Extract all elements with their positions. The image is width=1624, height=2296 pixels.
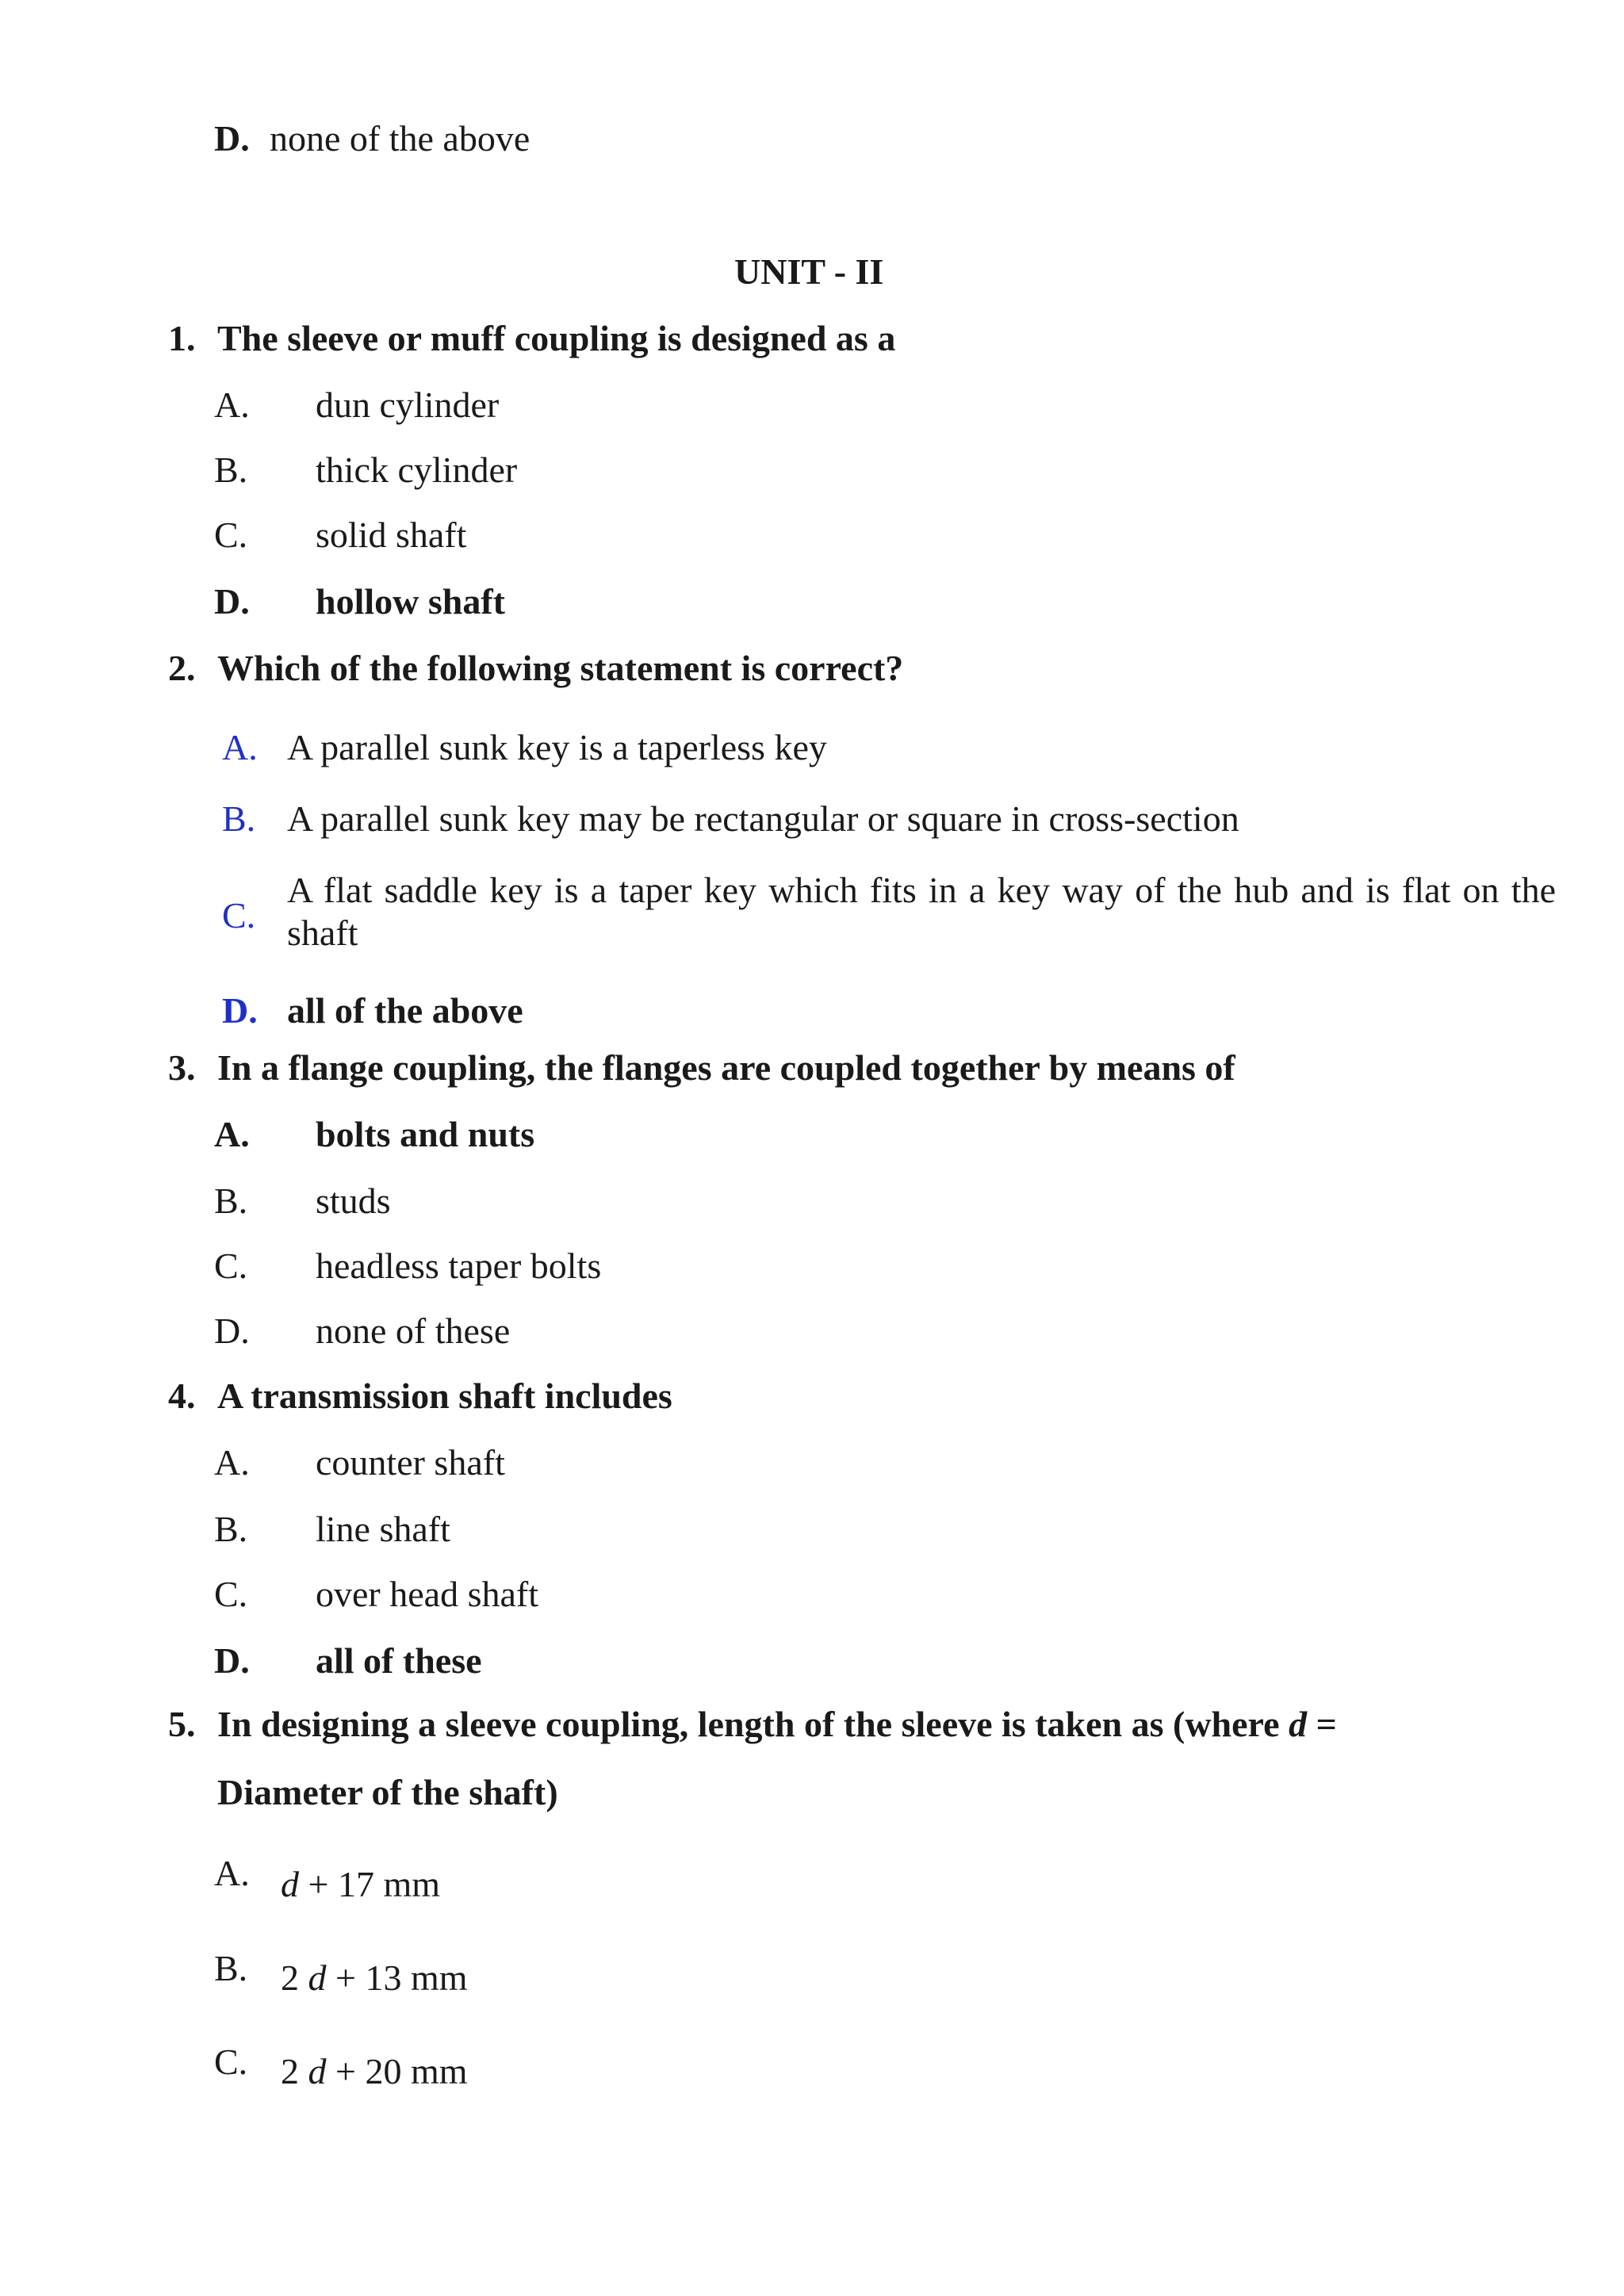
variable-d: d bbox=[281, 1864, 299, 1904]
coefficient: 2 bbox=[281, 2051, 299, 2091]
option-letter-correct: D. bbox=[214, 1640, 250, 1681]
option-text: A parallel sunk key is a taperless key bbox=[287, 727, 827, 767]
question-text bbox=[217, 1706, 1337, 1743]
coefficient: 2 bbox=[281, 1957, 299, 1998]
option-letter: C. bbox=[214, 1574, 248, 1614]
option-letter: D. bbox=[214, 1311, 250, 1351]
option-text: + 20 mm bbox=[335, 2051, 468, 2091]
option-letter: C. bbox=[214, 1246, 248, 1286]
question-text: Which of the following statement is correct? bbox=[217, 648, 904, 688]
option-letter: B. bbox=[214, 1509, 248, 1549]
option-text: over head shaft bbox=[316, 1574, 538, 1614]
question-text: The sleeve or muff coupling is designed as a bbox=[217, 318, 896, 358]
option-letter: B. bbox=[214, 1948, 248, 1988]
option-text: studs bbox=[316, 1181, 391, 1221]
option-text: headless taper bolts bbox=[316, 1246, 602, 1286]
option-letter: B. bbox=[214, 450, 248, 490]
option-text: solid shaft bbox=[316, 515, 467, 555]
question-number: 3. bbox=[168, 1047, 196, 1088]
option-letter-correct: D. bbox=[222, 990, 258, 1031]
option-formula bbox=[281, 1866, 440, 1903]
question-number: 5. bbox=[168, 1704, 196, 1744]
option-text: dun cylinder bbox=[316, 385, 500, 425]
option-formula bbox=[281, 1957, 468, 1998]
option-text-correct: bolts and nuts bbox=[316, 1114, 535, 1154]
option-text-correct: hollow shaft bbox=[316, 581, 505, 622]
question-number: 4. bbox=[168, 1376, 196, 1416]
option-text-correct: all of these bbox=[316, 1640, 482, 1681]
option-text-correct: all of the above bbox=[287, 990, 523, 1031]
question-text-line2: Diameter of the shaft) bbox=[217, 1772, 558, 1812]
question-number: 1. bbox=[168, 318, 196, 358]
option-text: A flat saddle key is a taper key which fits in a key way of the hub and is flat on the shaft bbox=[287, 870, 1556, 953]
prev-option-letter: D. bbox=[214, 118, 250, 159]
question-number: 2. bbox=[168, 648, 196, 688]
question-text: In a flange coupling, the flanges are coupled together by means of bbox=[217, 1047, 1235, 1088]
prev-option-text: none of the above bbox=[270, 118, 530, 159]
variable-d: d bbox=[1289, 1704, 1308, 1744]
option-letter: A. bbox=[214, 1442, 250, 1483]
option-text: + 13 mm bbox=[335, 1957, 468, 1998]
option-letter: A. bbox=[214, 385, 250, 425]
option-text: line shaft bbox=[316, 1509, 450, 1549]
question-text: A transmission shaft includes bbox=[217, 1376, 672, 1416]
variable-d: d bbox=[308, 2051, 327, 2091]
unit-title: UNIT - II bbox=[734, 251, 884, 292]
option-formula bbox=[281, 2053, 468, 2090]
option-letter: A. bbox=[222, 727, 258, 767]
option-text: thick cylinder bbox=[316, 450, 518, 490]
question-text-line1: In designing a sleeve coupling, length of the sleeve is taken as (where bbox=[217, 1704, 1280, 1744]
option-letter-correct: D. bbox=[214, 581, 250, 622]
option-letter: B. bbox=[222, 798, 256, 839]
option-letter: C. bbox=[214, 515, 248, 555]
option-letter-correct: A. bbox=[214, 1114, 250, 1154]
option-letter: A. bbox=[214, 1853, 250, 1893]
option-letter: C. bbox=[222, 895, 256, 936]
option-text: counter shaft bbox=[316, 1442, 505, 1483]
option-text: A parallel sunk key may be rectangular or square in cross-section bbox=[287, 798, 1239, 839]
variable-d: d bbox=[308, 1957, 327, 1998]
option-text: + 17 mm bbox=[308, 1864, 441, 1904]
option-letter: B. bbox=[214, 1181, 248, 1221]
option-text: none of these bbox=[316, 1311, 511, 1351]
equals-sign: = bbox=[1316, 1704, 1337, 1744]
option-letter: C. bbox=[214, 2042, 248, 2082]
